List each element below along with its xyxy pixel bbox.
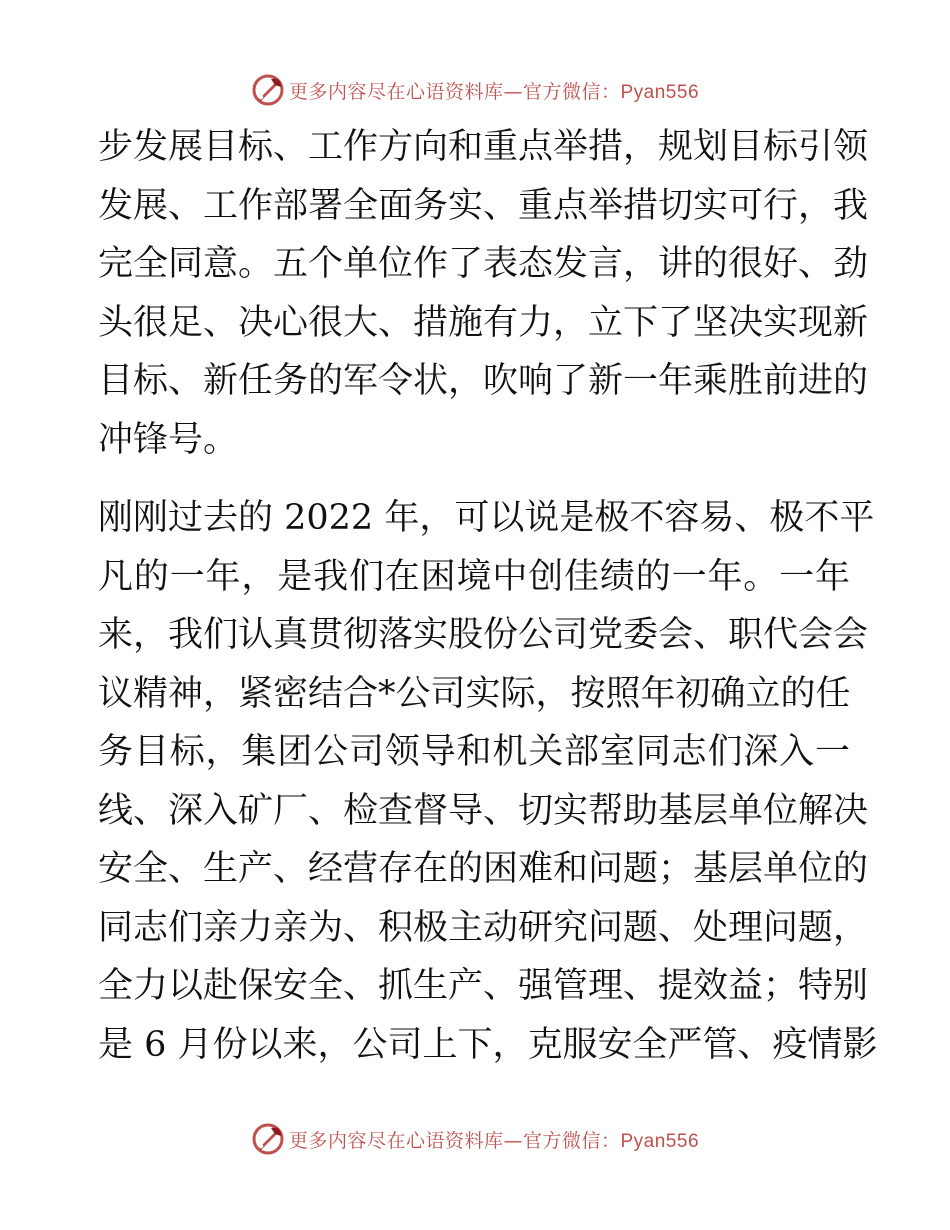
text-line: 来，我们认真贯彻落实股份公司党委会、职代会会 [98,615,869,655]
quill-pen-logo-icon [251,73,285,107]
text-line: 线、深入矿厂、检查督导、切实帮助基层单位解决 [98,790,869,831]
text-line: 头很足、决心很大、措施有力，立下了坚决实现新 [98,302,869,343]
header-banner-label: 更多内容尽在心语资料库—官方微信： [288,80,621,103]
text-line: 是 6 月份以来，公司上下，克服安全严管、疫情影 [98,1024,878,1065]
document-body [98,118,878,1074]
text-line: 务目标，集团公司领导和机关部室同志们深入一 [98,732,850,772]
text-line: 议精神，紧密结合*公司实际，按照年初确立的任 [98,673,851,714]
text-line: 全力以赴保安全、抓生产、强管理、提效益；特别 [98,966,869,1006]
footer-wechat-id: Pyan556 [620,1130,700,1152]
text-line: 凡的一年，是我们在困境中创佳绩的一年。一年 [98,556,850,597]
paragraph-2 [98,489,878,1074]
text-line: 完全同意。五个单位作了表态发言，讲的很好、劲 [98,244,869,284]
footer-banner-label: 更多内容尽在心语资料库—官方微信： [288,1129,621,1152]
header-banner [0,70,950,110]
footer-banner [0,1119,950,1159]
text-line: 冲锋号。 [98,419,239,460]
header-banner-text [289,77,699,104]
header-wechat-id: Pyan556 [620,81,700,103]
text-line: 发展、工作部署全面务实、重点举措切实可行，我 [98,185,869,226]
paragraph-1 [98,118,869,469]
text-line: 安全、生产、经营存在的困难和问题；基层单位的 [98,849,869,889]
text-line: 刚刚过去的 2022 年，可以说是极不容易、极不平 [98,498,875,538]
text-line: 步发展目标、工作方向和重点举措，规划目标引领 [98,127,869,167]
text-line: 同志们亲力亲为、积极主动研究问题、处理问题， [98,907,869,948]
footer-banner-text [289,1126,699,1153]
quill-pen-logo-icon [251,1122,285,1156]
text-line: 目标、新任务的军令状，吹响了新一年乘胜前进的 [98,361,869,401]
